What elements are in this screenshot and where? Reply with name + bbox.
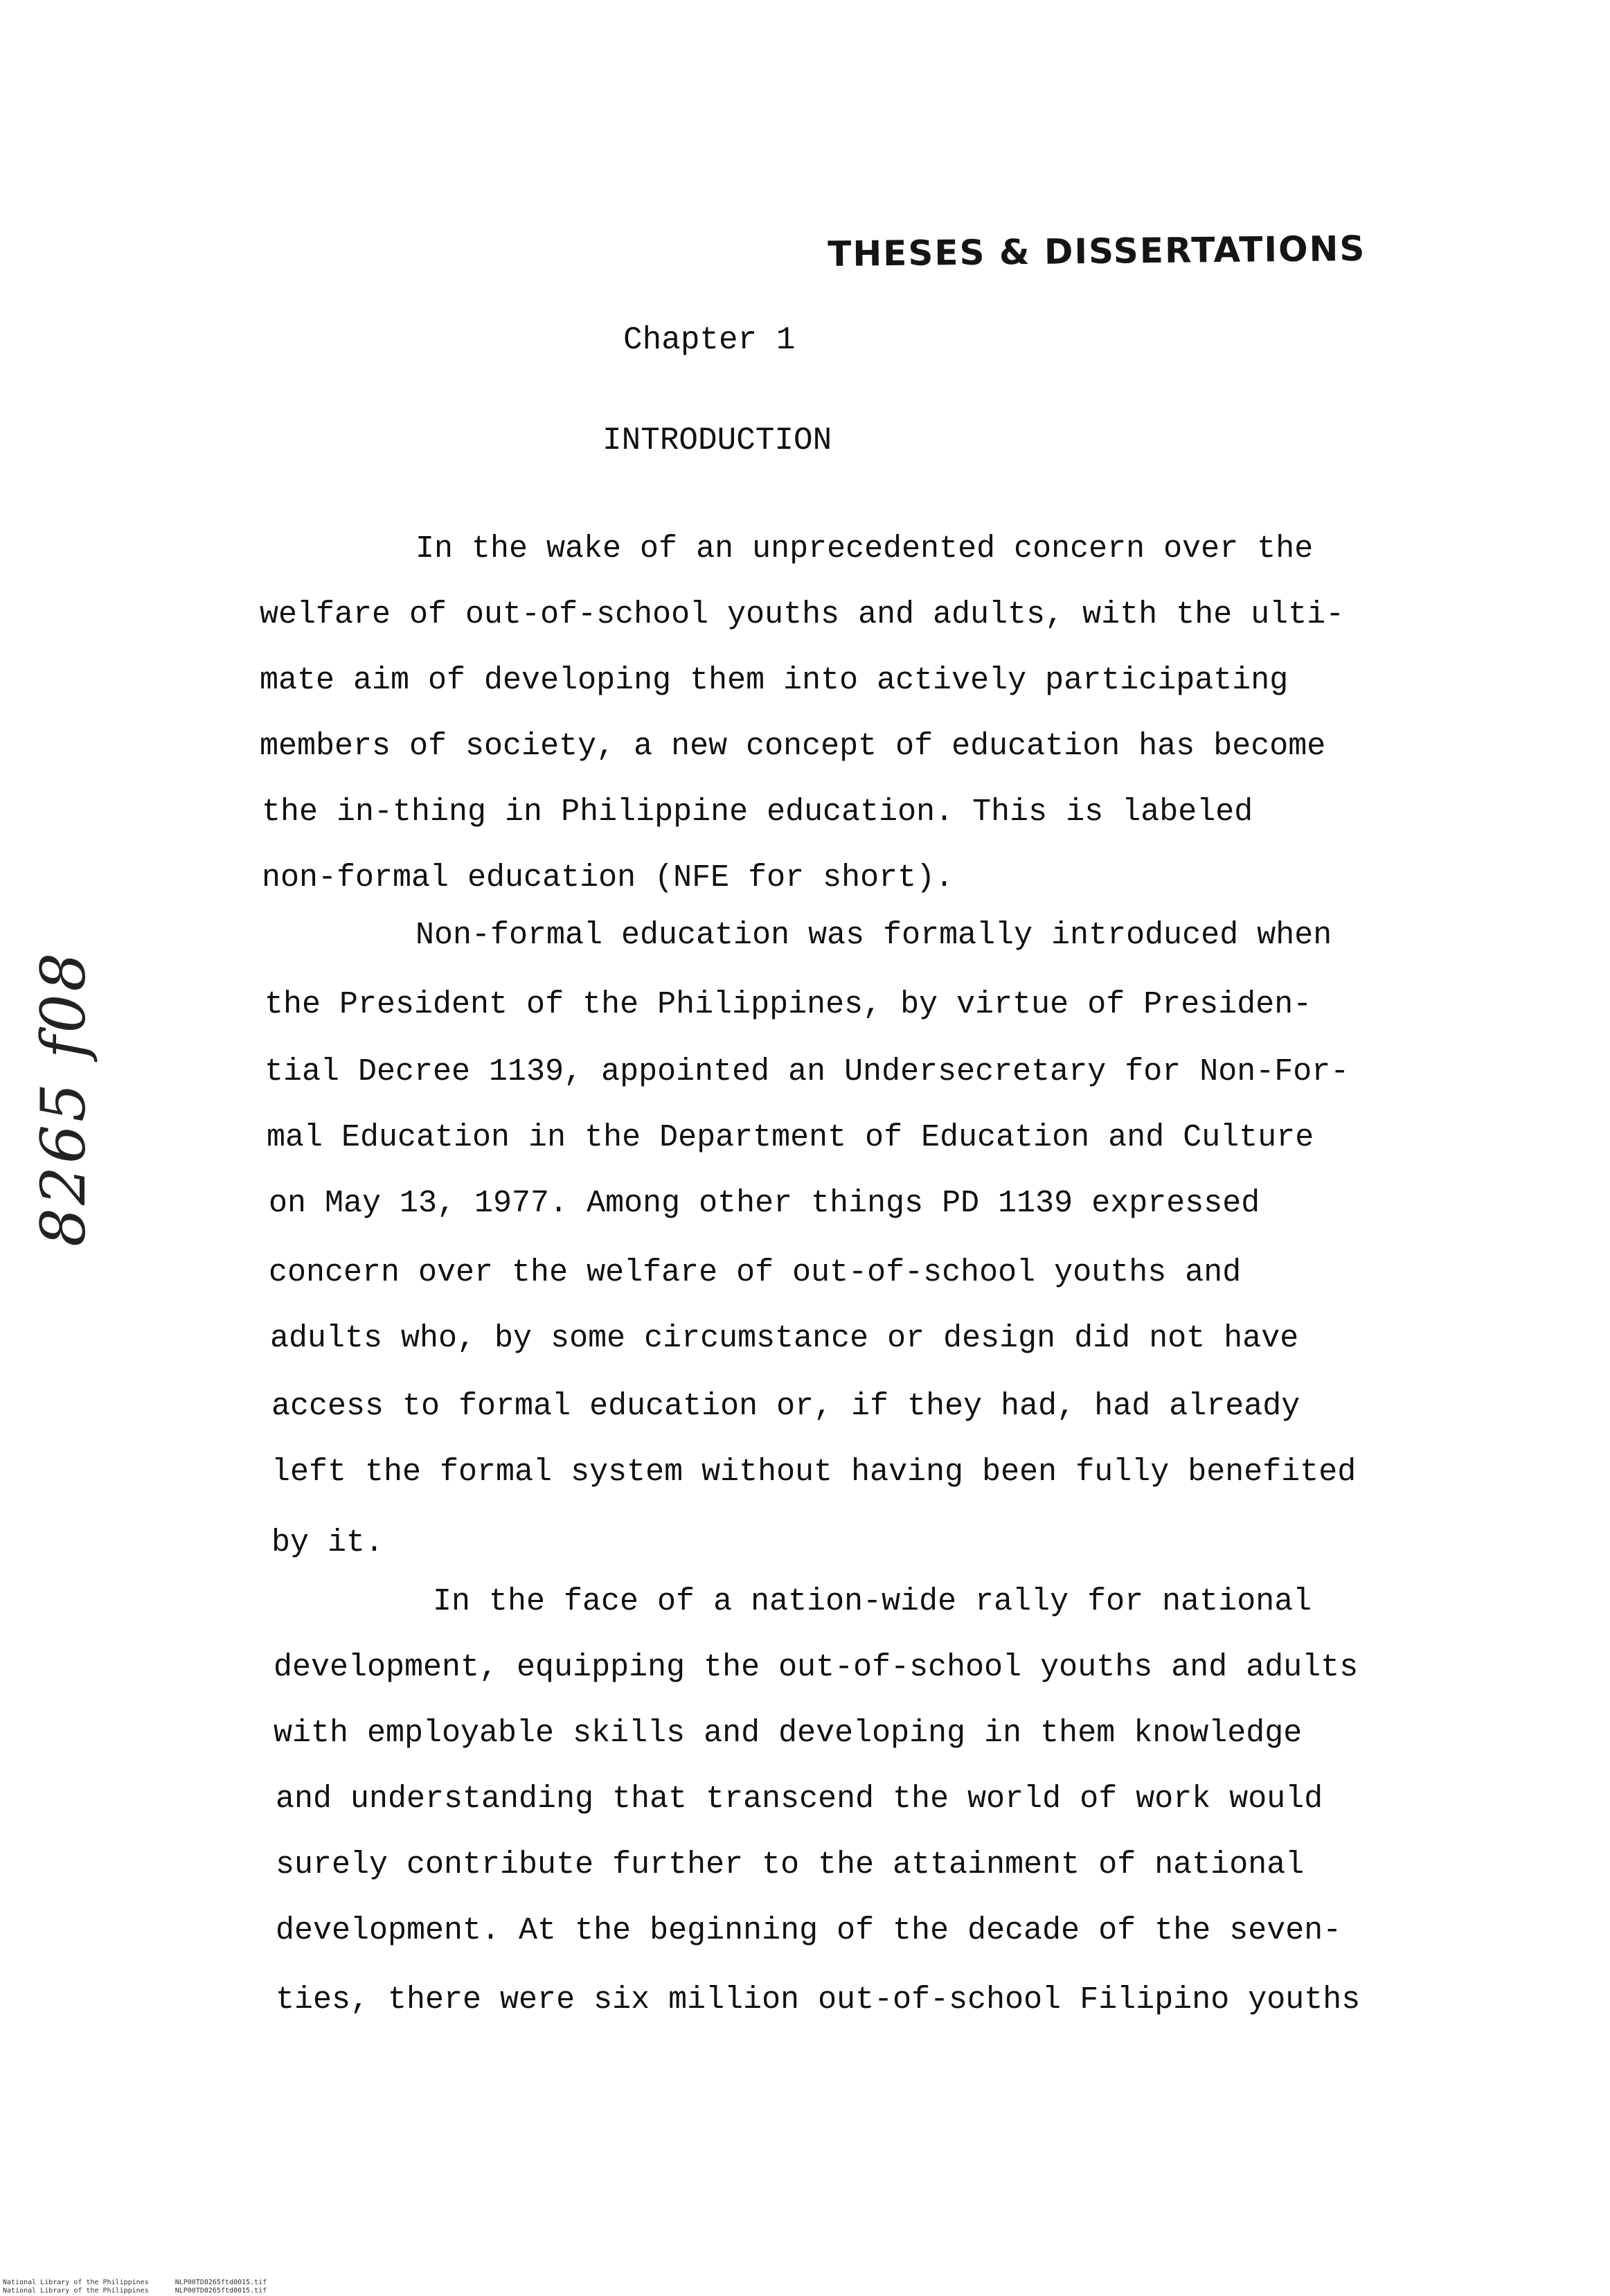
body-line: tial Decree 1139, appointed an Undersecretary for Non-For- [265, 1054, 1350, 1089]
body-line: access to formal education or, if they had, had already [271, 1389, 1300, 1424]
body-line: Non-formal education was formally introduced when [415, 918, 1332, 953]
body-line: members of society, a new concept of education has become [260, 729, 1326, 764]
body-line: adults who, by some circumstance or design did not have [270, 1321, 1299, 1356]
theses-dissertations-stamp: THESES & DISSERTATIONS [828, 228, 1366, 274]
body-line: ties, there were six million out-of-school Filipino youths [276, 1982, 1361, 2018]
body-line: the President of the Philippines, by virtue of Presiden- [265, 987, 1312, 1022]
body-line: by it. [271, 1525, 384, 1560]
body-line: and understanding that transcend the world of work would [276, 1781, 1323, 1817]
body-line: In the face of a nation-wide rally for national [433, 1584, 1312, 1619]
body-line: the in-thing in Philippine education. This is labeled [262, 794, 1253, 830]
body-line: welfare of out-of-school youths and adults, with the ulti- [260, 597, 1345, 632]
scan-footer-line [3, 2287, 267, 2295]
chapter-label: Chapter 1 [623, 322, 796, 358]
body-line: development, equipping the out-of-school youths and adults [274, 1650, 1359, 1685]
footer-filename: NLP00TD8265ftd0015.tif [175, 2287, 267, 2295]
scan-footer-line [3, 2279, 267, 2286]
body-line: mate aim of developing them into actively participating [260, 663, 1289, 698]
body-line: concern over the welfare of out-of-school youths and [269, 1255, 1242, 1290]
body-line: development. At the beginning of the decade of the seven- [276, 1913, 1342, 1948]
footer-library: National Library of the Philippines [3, 2287, 149, 2295]
footer-filename: NLP00TD8265ftd0015.tif [175, 2279, 267, 2286]
body-line: with employable skills and developing in them knowledge [274, 1716, 1303, 1751]
footer-library: National Library of the Philippines [3, 2279, 149, 2286]
body-line: non-formal education (NFE for short). [262, 860, 954, 896]
body-line: In the wake of an unprecedented concern over the [415, 531, 1314, 567]
body-line: surely contribute further to the attainment of national [276, 1847, 1305, 1883]
body-line: mal Education in the Department of Education and Culture [267, 1120, 1314, 1155]
chapter-heading: INTRODUCTION [602, 422, 832, 459]
body-line: left the formal system without having been fully benefited [271, 1454, 1357, 1490]
handwritten-call-number: 8265 f08 [28, 950, 99, 1247]
body-line: on May 13, 1977. Among other things PD 1139 expressed [269, 1186, 1260, 1221]
